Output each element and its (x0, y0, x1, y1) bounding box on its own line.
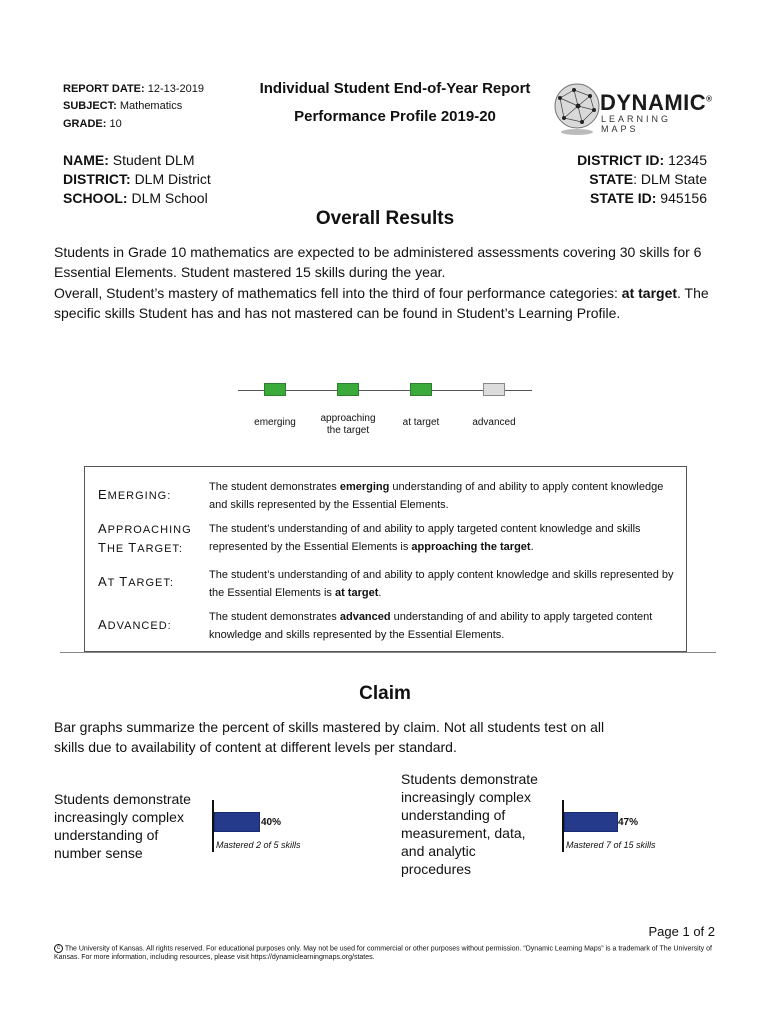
student-name (63, 151, 211, 170)
school-label: SCHOOL: (63, 190, 128, 206)
student-district (63, 170, 211, 189)
dlm-logo (552, 80, 712, 140)
cat3-desc-c: understanding of and ability to apply targeted content knowledge and skills represented by the Essential Elements. (209, 611, 653, 641)
cat0-first: E (98, 487, 108, 502)
grade-label: GRADE: (63, 118, 107, 130)
report-date-value: 12-13-2019 (147, 83, 205, 95)
scale-label-1: emerging (254, 417, 296, 428)
grade (63, 119, 122, 130)
district-label: DISTRICT: (63, 171, 131, 187)
cat1-l2-w2-rest: ARGET: (137, 543, 183, 555)
report-date-label: REPORT DATE: (63, 83, 145, 95)
cat3-desc-b: advanced (339, 611, 391, 623)
state-id-label: STATE ID: (590, 190, 657, 206)
claim-text-number-sense: Students demonstrate increasingly complex understanding of number sense (54, 791, 191, 861)
overall-para2-c: . The specific skills Student has and has not mastered can be found in Student’s Learning Profile. (54, 285, 709, 321)
report-date (63, 84, 204, 95)
district-id-label: DISTRICT ID: (577, 152, 665, 168)
logo-registered: ® (706, 94, 713, 104)
student-info-right (577, 151, 707, 208)
cat1-l2-first: T (98, 540, 107, 555)
cat0-desc-c: understanding of and ability to apply content knowledge and skills represented by the Essential Elements. (209, 481, 664, 511)
district-id (577, 151, 707, 170)
category-name-emerging (98, 486, 208, 505)
cat0-desc-b: emerging (339, 481, 390, 493)
category-desc-emerging (209, 478, 679, 514)
scale-box-1 (264, 383, 286, 396)
logo-word-text: DYNAMIC (600, 90, 707, 115)
claim-bar-measurement (564, 812, 618, 832)
state-id-value: 945156 (660, 190, 707, 206)
cat1-line2 (98, 539, 208, 558)
report-title: Individual Student End-of-Year Report (259, 80, 531, 97)
student-info-left (63, 151, 211, 208)
cat1-desc-b: approaching the target (411, 541, 531, 553)
student-school (63, 189, 211, 208)
category-desc-approaching (209, 520, 679, 556)
cat0-desc-a: The student demonstrates (209, 481, 340, 493)
state-label: STATE (589, 171, 634, 187)
cat2-desc-c: . (378, 587, 382, 599)
category-name-advanced (98, 616, 208, 635)
scale-label-2: approaching the target (320, 413, 376, 436)
overall-paragraph-1: Students in Grade 10 mathematics are expected to be administered assessments covering 30 skills for 6 Essential Elements. Student mastered 15 skills during the year. (54, 244, 702, 280)
district-id-value: 12345 (668, 152, 707, 168)
scale-box-2 (337, 383, 359, 396)
claim-bar-caption-measurement: Mastered 7 of 15 skills (566, 840, 656, 850)
cat3-rest: DVANCED: (107, 620, 172, 632)
globe-network-icon (552, 80, 602, 136)
cat3-first: A (98, 617, 108, 632)
scale-label-4: advanced (472, 417, 516, 428)
claim-bar-caption-number-sense: Mastered 2 of 5 skills (216, 840, 301, 850)
copyright-text: The University of Kansas. All rights reserved. For educational purposes only. May not be used for commercial or other purposes without permission. “Dynamic Learning Maps” is a trademark of The University of Kansas. For more information, including resources, please visit https://dynamiclearningmaps.org/states. (54, 945, 712, 962)
subject-label: SUBJECT: (63, 100, 117, 112)
cat1-desc-c: . (530, 541, 534, 553)
cat3-desc-a: The student demonstrates (209, 611, 340, 623)
table-bottom-rule (60, 652, 716, 653)
category-name-approaching (98, 520, 208, 558)
category-desc-at-target (209, 566, 679, 602)
name-value: Student DLM (112, 152, 195, 168)
claim-intro: Bar graphs summarize the percent of skills mastered by claim. Not all students test on all skills due to availability of content at different levels per standard. (54, 719, 605, 755)
overall-results-title: Overall Results (315, 208, 455, 229)
cat1-rest: PPROACHING (107, 524, 192, 536)
overall-paragraph-2 (54, 283, 714, 323)
state-id (577, 189, 707, 208)
claim-title: Claim (359, 683, 411, 704)
claim-bar-label-measurement: 47% (618, 817, 639, 828)
category-desc-advanced (209, 608, 679, 644)
logo-word (600, 90, 713, 116)
cat2-first: A (98, 574, 108, 589)
cat1-l2-w2-first: T (128, 540, 138, 555)
scale-box-3 (410, 383, 432, 396)
cat2-w2-rest: ARGET: (128, 577, 174, 589)
logo-subtitle: LEARNING MAPS (601, 114, 672, 134)
scale-box-4 (483, 383, 505, 396)
claim-bar-number-sense (214, 812, 260, 832)
cat2-rest: T (107, 577, 120, 589)
cat2-desc-a: The student’s understanding of and ability to apply content knowledge and skills represented by the Essential Elements is (209, 569, 674, 599)
district-value: DLM District (134, 171, 211, 187)
name-label: NAME: (63, 152, 109, 168)
report-subtitle: Performance Profile 2019-20 (294, 108, 496, 125)
category-name-at-target (98, 573, 208, 592)
overall-para2-category: at target (621, 285, 678, 301)
copyright-notice (54, 944, 718, 962)
subject-value: Mathematics (119, 100, 183, 112)
cat1-desc-a: The student’s understanding of and ability to apply targeted content knowledge and skills represented by the Essential Elements is (209, 523, 641, 553)
copyright-icon: c (54, 944, 63, 953)
state: STATE: DLM State (589, 171, 707, 187)
cat1-l2-rest: HE (106, 543, 129, 555)
overall-para2-a: Overall, Student’s mastery of mathematics fell into the third of four performance categories: (54, 285, 622, 301)
grade-value: 10 (109, 118, 122, 130)
scale-label-3: at target (402, 417, 440, 428)
claim-bar-label-number-sense: 40% (261, 817, 282, 828)
cat0-rest: MERGING: (107, 490, 172, 502)
state-value: DLM State (640, 171, 707, 187)
subject (63, 101, 182, 112)
cat2-w2-first: T (119, 574, 129, 589)
claim-text-measurement: Students demonstrate increasingly complex understanding of measurement, data, and analytic procedures (401, 771, 538, 877)
cat1-line1 (98, 520, 208, 539)
school-value: DLM School (131, 190, 208, 206)
cat1-first: A (98, 521, 108, 536)
cat2-desc-b: at target (334, 587, 379, 599)
page-number: Page 1 of 2 (648, 924, 715, 939)
